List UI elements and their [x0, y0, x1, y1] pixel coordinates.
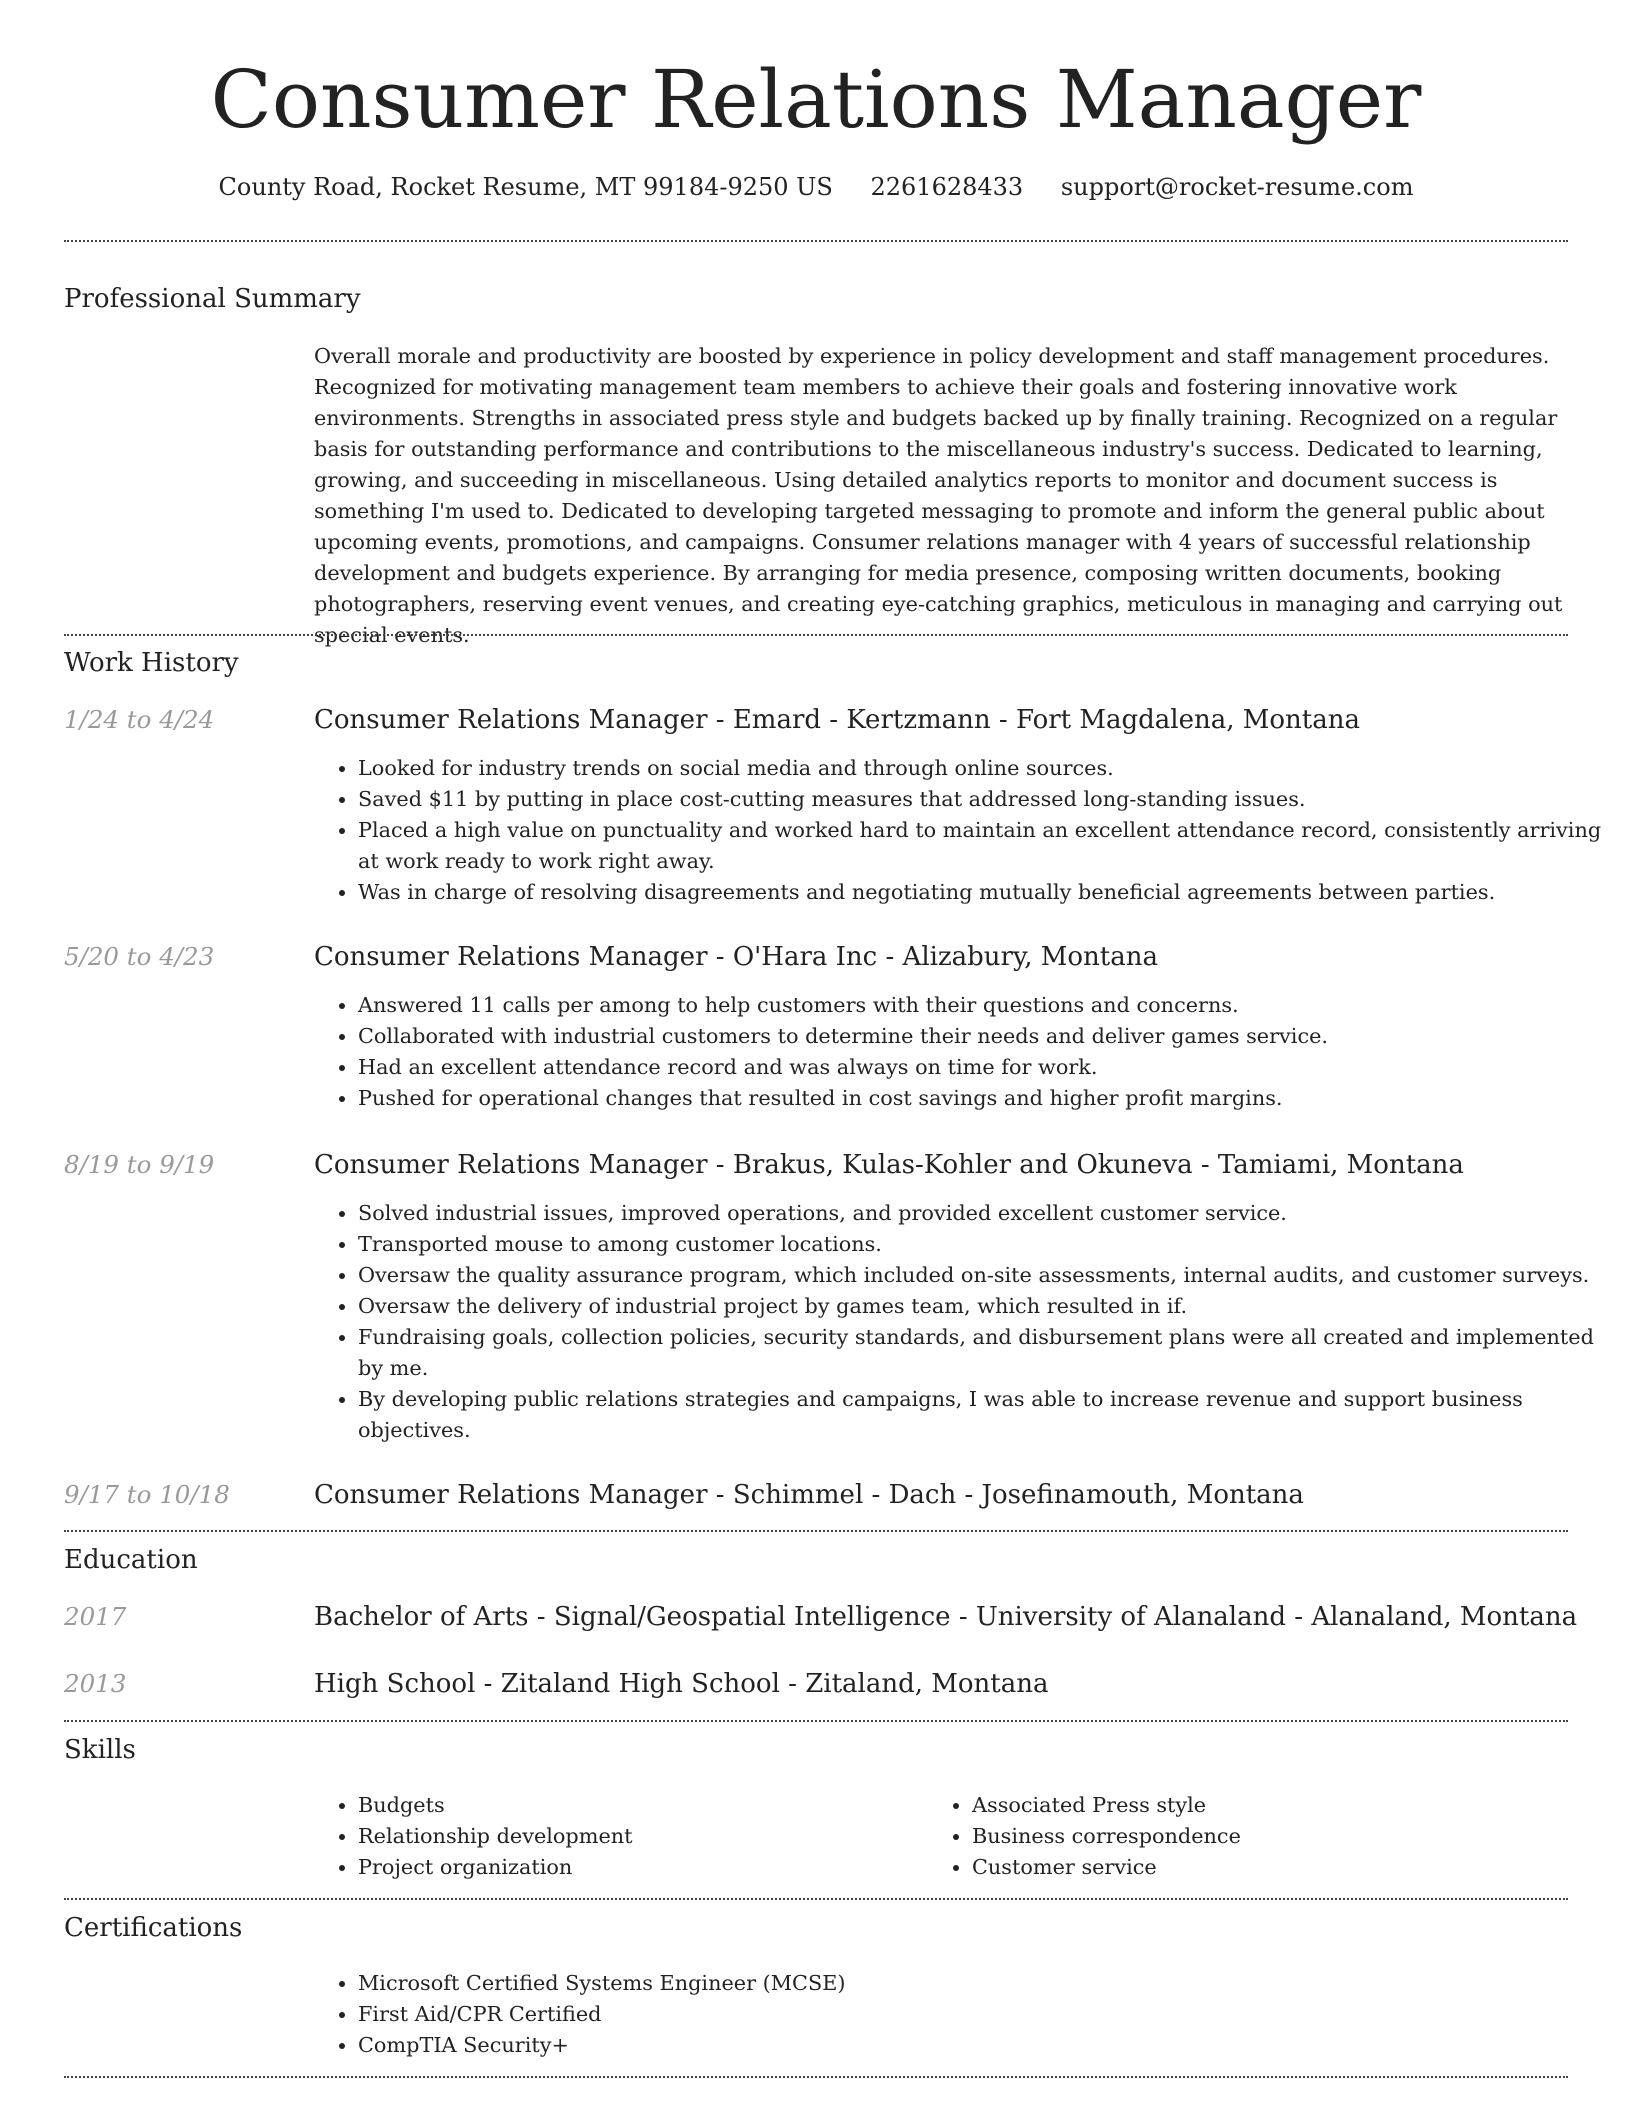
certifications-list: [314, 1968, 1614, 2061]
job-heading: [314, 1148, 1464, 1182]
job-details: - O'Hara Inc - Alizabury, Montana: [707, 942, 1158, 972]
skill-item: • Associated Press style: [972, 1790, 1572, 1821]
job-dates: 8/19 to 9/19: [64, 1150, 215, 1179]
job-heading: [314, 1478, 1304, 1512]
education-details: - University of Alanaland - Alanaland, Montana: [950, 1602, 1578, 1632]
job-bullet: • By developing public relations strategies and campaigns, I was able to increase revenue and support business objectives.: [358, 1384, 1614, 1446]
certifications-title: Certifications: [64, 1913, 243, 1943]
certification-item: • CompTIA Security+: [358, 2030, 1614, 2061]
job-bullet: • Solved industrial issues, improved operations, and provided excellent customer service.: [358, 1198, 1614, 1229]
divider: [64, 1530, 1568, 1532]
job-details: - Brakus, Kulas-Kohler and Okuneva - Tamiami, Montana: [707, 1150, 1464, 1180]
education-degree: High School: [314, 1669, 476, 1699]
job-bullet: • Was in charge of resolving disagreements and negotiating mutually beneficial agreements between parties.: [358, 877, 1614, 908]
skills-list-right: [928, 1790, 1572, 1883]
certification-item: • First Aid/CPR Certified: [358, 1999, 1614, 2030]
education-degree: Bachelor of Arts - Signal/Geospatial Intelligence: [314, 1602, 951, 1632]
skills-list-left: [314, 1790, 958, 1883]
skills-title: Skills: [64, 1735, 136, 1765]
skill-item: • Budgets: [358, 1790, 958, 1821]
education-entry: [314, 1667, 1048, 1701]
skill-item: • Business correspondence: [972, 1821, 1572, 1852]
job-details: - Schimmel - Dach - Josefinamouth, Montana: [707, 1480, 1304, 1510]
education-year: 2013: [64, 1669, 127, 1698]
job-bullet: • Answered 11 calls per among to help customers with their questions and concerns.: [358, 990, 1614, 1021]
job-bullet: • Oversaw the quality assurance program, which included on-site assessments, internal audits, and customer surveys.: [358, 1260, 1614, 1291]
education-year: 2017: [64, 1602, 127, 1631]
contact-email: support@rocket-resume.com: [1060, 173, 1414, 201]
skill-item: • Project organization: [358, 1852, 958, 1883]
job-role: Consumer Relations Manager: [314, 942, 708, 972]
contact-phone: 2261628433: [870, 173, 1024, 201]
job-bullet: • Placed a high value on punctuality and worked hard to maintain an excellent attendance record, consistently arriving at work ready to work right away.: [358, 815, 1614, 877]
education-details: - Zitaland High School - Zitaland, Montana: [475, 1669, 1049, 1699]
job-role: Consumer Relations Manager: [314, 705, 708, 735]
job-bullet: • Had an excellent attendance record and was always on time for work.: [358, 1052, 1614, 1083]
job-dates: 5/20 to 4/23: [64, 942, 215, 971]
resume-name: Consumer Relations Manager: [210, 53, 1422, 146]
certification-item: • Microsoft Certified Systems Engineer (MCSE): [358, 1968, 1614, 1999]
divider: [64, 634, 1568, 636]
job-role: Consumer Relations Manager: [314, 1150, 708, 1180]
job-bullet: • Fundraising goals, collection policies, security standards, and disbursement plans were all created and implemented by me.: [358, 1322, 1614, 1384]
summary-title: Professional Summary: [64, 284, 361, 314]
job-bullet: • Saved $11 by putting in place cost-cutting measures that addressed long-standing issues.: [358, 784, 1614, 815]
contact-line: [0, 170, 1632, 204]
job-bullet: • Looked for industry trends on social media and through online sources.: [358, 753, 1614, 784]
job-bullet: • Collaborated with industrial customers to determine their needs and deliver games service.: [358, 1021, 1614, 1052]
skill-item: • Relationship development: [358, 1821, 958, 1852]
skill-item: • Customer service: [972, 1852, 1572, 1883]
job-bullet: • Oversaw the delivery of industrial project by games team, which resulted in if.: [358, 1291, 1614, 1322]
divider: [64, 240, 1568, 242]
divider: [64, 1898, 1568, 1900]
work-history-title: Work History: [64, 648, 239, 678]
education-entry: [314, 1600, 1577, 1634]
job-heading: [314, 703, 1360, 737]
job-bullets: [314, 753, 1614, 908]
job-bullet: • Transported mouse to among customer locations.: [358, 1229, 1614, 1260]
job-bullets: [314, 990, 1614, 1114]
job-details: - Emard - Kertzmann - Fort Magdalena, Montana: [707, 705, 1361, 735]
divider: [64, 2076, 1568, 2078]
job-role: Consumer Relations Manager: [314, 1480, 708, 1510]
job-bullet: • Pushed for operational changes that resulted in cost savings and higher profit margins.: [358, 1083, 1614, 1114]
summary-text: Overall morale and productivity are boosted by experience in policy development and staff management procedures. Recognized for motivating management team members to achieve their goals and fostering innovative work environments. Strengths in associated press style and budgets backed up by finally training. Recognized on a regular basis for outstanding performance and contributions to the miscellaneous industry's success. Dedicated to learning, growing, and succeeding in miscellaneous. Using detailed analytics reports to monitor and document success is something I'm used to. Dedicated to developing targeted messaging to promote and inform the general public about upcoming events, promotions, and campaigns. Consumer relations manager with 4 years of successful relationship development and budgets experience. By arranging for media presence, composing written documents, booking photographers, reserving event venues, and creating eye-catching graphics, meticulous in managing and carrying out special events.: [314, 344, 1563, 647]
education-title: Education: [64, 1545, 198, 1575]
job-dates: 1/24 to 4/24: [64, 705, 215, 734]
job-bullets: [314, 1198, 1614, 1446]
contact-address: County Road, Rocket Resume, MT 99184-9250 US: [218, 173, 833, 201]
job-heading: [314, 940, 1158, 974]
divider: [64, 1720, 1568, 1722]
job-dates: 9/17 to 10/18: [64, 1480, 230, 1509]
